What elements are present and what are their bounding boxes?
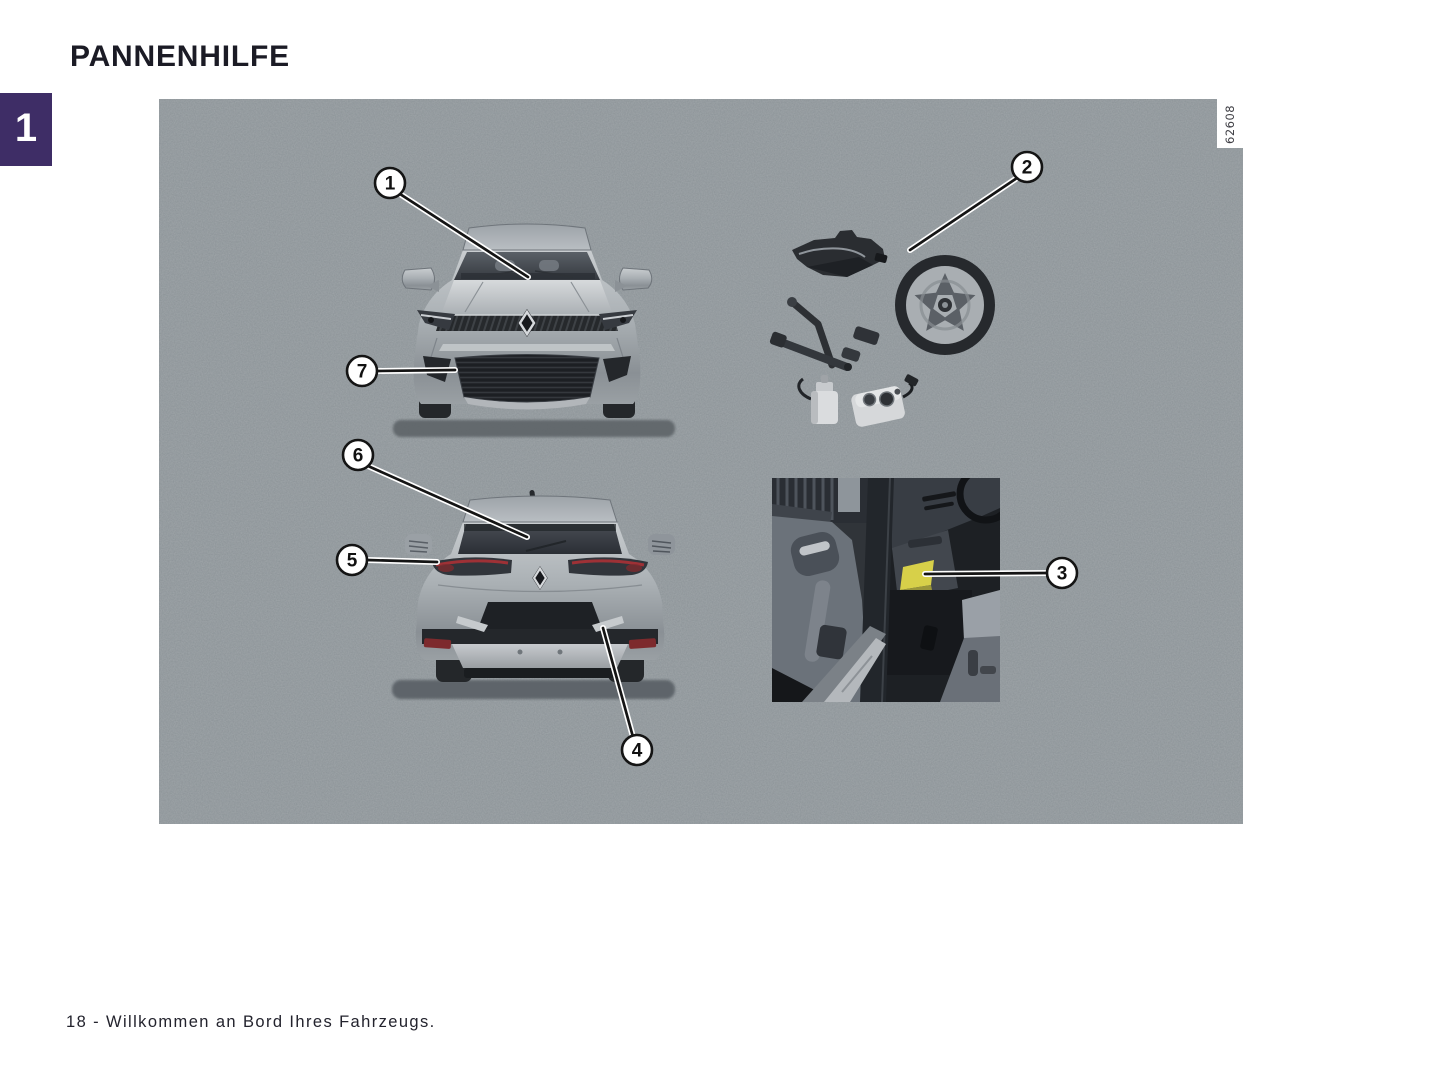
leader-line-3 — [925, 573, 1047, 574]
callout-4 — [622, 735, 652, 765]
figure-background — [159, 99, 1243, 824]
door-interior-photo — [772, 468, 1012, 702]
page-title: PANNENHILFE — [70, 40, 290, 73]
callout-3-number: 3 — [1056, 563, 1068, 585]
leader-line-5 — [367, 560, 437, 562]
callout-7 — [347, 356, 377, 386]
callout-2 — [1012, 152, 1042, 182]
breakdown-figure — [159, 99, 1243, 824]
callout-6-number: 6 — [352, 445, 364, 467]
rear-shadow — [392, 680, 675, 699]
rear-mirror-right — [648, 534, 675, 555]
figure-code-label — [1217, 99, 1243, 148]
front-shadow — [393, 420, 675, 437]
front-lower-intake — [455, 355, 599, 403]
leader-line-7 — [377, 370, 455, 371]
callout-1-number: 1 — [384, 173, 396, 195]
rear-skid-plate — [452, 644, 628, 668]
chapter-tab — [0, 93, 52, 166]
callout-3 — [1047, 558, 1077, 588]
callout-5-number: 5 — [346, 550, 358, 572]
callout-7-number: 7 — [356, 361, 368, 383]
callout-1 — [375, 168, 405, 198]
tail-light-left — [432, 557, 512, 575]
spare-wheel — [895, 255, 995, 355]
callout-5 — [337, 545, 367, 575]
tail-light-right — [568, 557, 648, 575]
callout-6 — [343, 440, 373, 470]
chapter-number: 1 — [14, 105, 38, 150]
figure-illustration — [159, 99, 1243, 824]
callout-2-number: 2 — [1021, 157, 1033, 179]
page-footer: 18 - Willkommen an Bord Ihres Fahrzeugs. — [66, 1013, 436, 1031]
callout-4-number: 4 — [631, 740, 643, 762]
rear-mirror-left — [405, 534, 432, 555]
figure-code: 62608 — [1223, 104, 1237, 144]
